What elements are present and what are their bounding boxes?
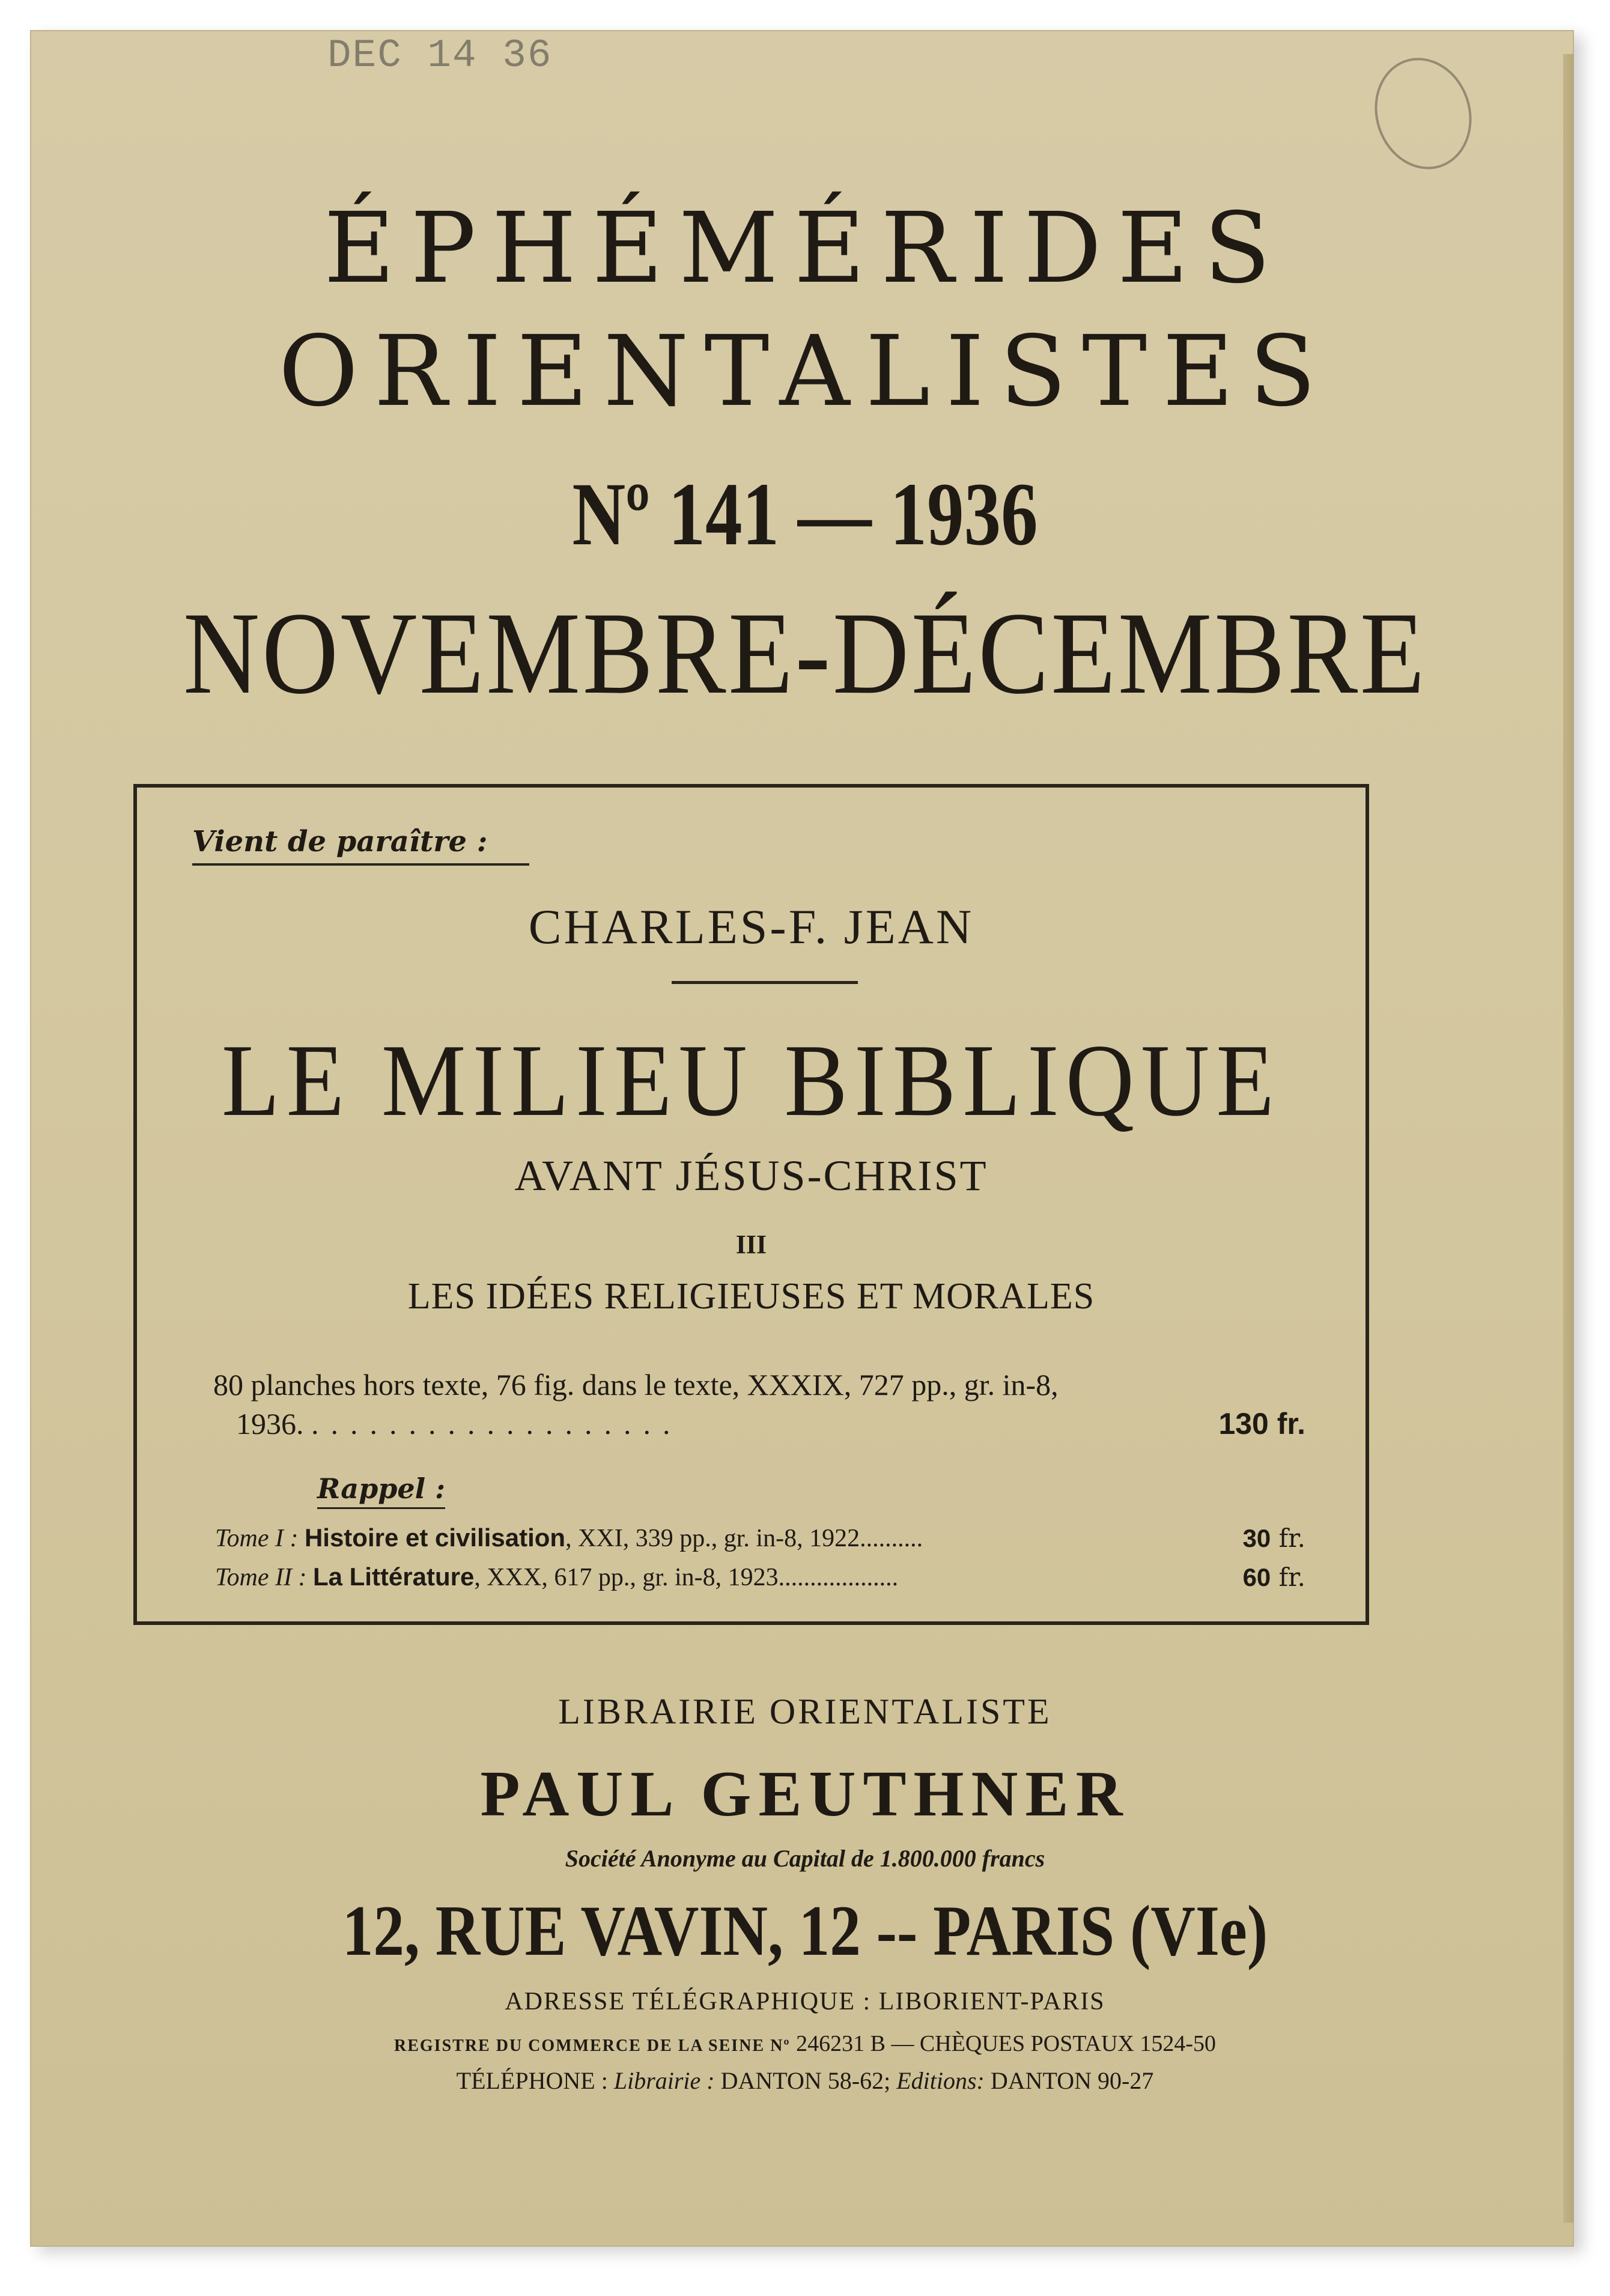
phone-librairie: DANTON 58-62; [714,2067,897,2094]
leader-dots: ................... [311,1407,682,1441]
tome-1-details: , XXI, 339 pp., gr. in-8, 1922 [565,1525,860,1552]
rappel-label: Rappel : [317,1472,445,1509]
specs-year: 1936. [236,1407,304,1441]
book-price: 130 fr. [1218,1407,1305,1441]
tome-2-label: Tome II : [215,1564,307,1591]
issue-number: Nº 141 — 1936 [572,464,1038,564]
divider-rule [672,981,858,984]
book-title: LE MILIEU BIBLIQUE [221,1024,1281,1138]
publisher-address: 12, RUE VAVIN, 12 -- PARIS (VIe) [342,1891,1268,1970]
announcement-box [133,784,1369,1625]
leader-dots: ................... [778,1564,899,1591]
registry-details: 246231 B — CHÈQUES POSTAUX 1524-50 [790,2031,1216,2056]
issue-period: NOVEMBRE-DÉCEMBRE [183,588,1427,718]
tome-2-price-value: 60 [1242,1563,1271,1591]
phone-librairie-label: Librairie : [613,2067,715,2094]
leader-dots: .......... [860,1525,923,1552]
title-line-1: ÉPHÉMÉRIDES [323,192,1286,305]
volume-title: LES IDÉES RELIGIEUSES ET MORALES [407,1276,1095,1317]
book-specs-year [236,1406,1275,1441]
title-line-2: ORIENTALISTES [278,315,1332,428]
phone-label: TÉLÉPHONE : [456,2067,614,2094]
book-author: CHARLES-F. JEAN [528,899,974,954]
telegraph-address: ADRESSE TÉLÉGRAPHIQUE : LIBORIENT-PARIS [505,1988,1105,2015]
tome-1-entry [215,1523,1206,1553]
tome-1-label: Tome I : [215,1525,299,1552]
tome-2-title: La Littérature [312,1563,475,1591]
announcement-label: Vient de paraître : [192,825,529,866]
book-volume: III [735,1230,767,1259]
tome-2-price [1243,1563,1305,1592]
registry-label: REGISTRE DU COMMERCE DE LA SEINE Nº [394,2036,791,2055]
publisher-line: LIBRAIRIE ORIENTALISTE [558,1692,1052,1731]
book-specs: 80 planches hors texte, 76 fig. dans le texte, XXXIX, 727 pp., gr. in-8, [213,1368,1059,1402]
tome-1-price-unit: fr. [1271,1523,1305,1553]
tome-1-price-value: 30 [1242,1524,1271,1552]
publisher-name: PAUL GEUTHNER [480,1758,1130,1830]
phone-editions: DANTON 90-27 [984,2067,1154,2094]
date-stamp: DEC 14 36 [327,33,553,78]
telephone-line [0,2067,1610,2095]
book-subtitle: AVANT JÉSUS-CHRIST [514,1152,988,1200]
tome-2-details: , XXX, 617 pp., gr. in-8, 1923 [474,1564,779,1591]
tome-2-price-unit: fr. [1271,1563,1305,1592]
tome-1-price [1243,1523,1305,1553]
phone-editions-label: Editions: [896,2067,985,2094]
publisher-company: Société Anonyme au Capital de 1.800.000 francs [565,1845,1045,1872]
tome-2-entry [215,1563,1206,1592]
tome-1-title: Histoire et civilisation [304,1523,566,1552]
registry-line [0,2030,1610,2057]
